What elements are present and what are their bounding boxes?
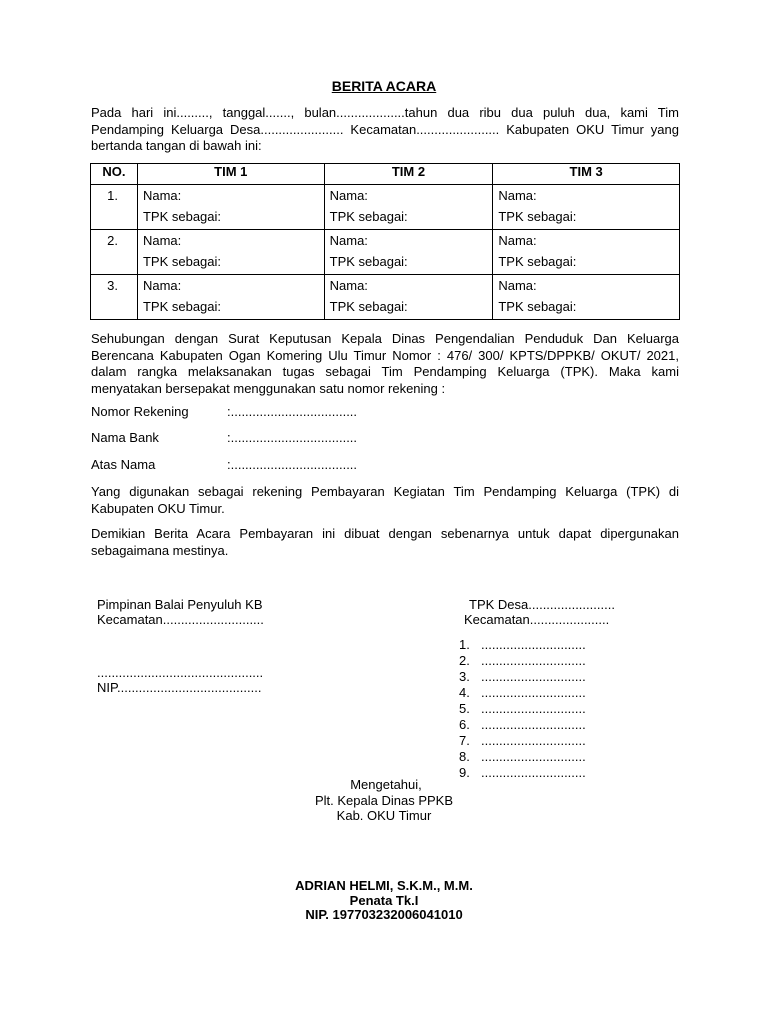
cell-tpk: TPK sebagai: [142, 208, 222, 224]
table-cell [324, 230, 493, 275]
table-row [91, 275, 680, 320]
right-sig-kecamatan: Kecamatan...................... [464, 612, 610, 627]
header-tim-2: TIM 2 [324, 164, 493, 185]
field-atas-nama [91, 457, 491, 473]
right-sig-tpk-desa: TPK Desa........................ [469, 597, 615, 612]
list-item: 7. ............................. [459, 733, 586, 748]
team-table [90, 163, 680, 320]
left-sig-name-line: .............................................. [97, 665, 264, 680]
decree-paragraph: Sehubungan dengan Surat Keputusan Kepala Dinas Pengendalian Penduduk Dan Keluarga Berencana Kabupaten Ogan Komering Ulu Timur Nomor : 476/ 300/ KPTS/DPPKB/ OKUT/ 2021, dalam rangka melaksanakan tugas sebagai Tim Pendamping Keluarga (TPK). Maka kami menyatakan bersepakat menggunakan satu nomor rekening : [91, 331, 679, 396]
table-cell [324, 275, 493, 320]
list-item: 4. ............................. [459, 685, 586, 700]
left-sig-kecamatan: Kecamatan............................ [97, 612, 264, 627]
ack-position: Plt. Kepala Dinas PPKB [314, 793, 454, 808]
official-nip: NIP. 197703232006041010 [305, 907, 463, 922]
list-item: 1. ............................. [459, 637, 586, 652]
field-value: :................................... [227, 430, 358, 445]
list-item: 9. ............................. [459, 765, 586, 780]
cell-nama: Nama: [329, 233, 368, 248]
left-sig-nip: NIP........................................ [97, 680, 262, 695]
cell-nama: Nama: [498, 188, 537, 203]
left-sig-title: Pimpinan Balai Penyuluh KB [97, 597, 263, 612]
list-item: 8. ............................. [459, 749, 586, 764]
list-item: 5. ............................. [459, 701, 586, 716]
cell-tpk: TPK sebagai: [329, 298, 408, 314]
ack-region: Kab. OKU Timur [336, 808, 432, 823]
header-tim-1: TIM 1 [137, 164, 324, 185]
cell-nama: Nama: [142, 278, 182, 293]
cell-tpk: TPK sebagai: [329, 208, 408, 224]
cell-nama: Nama: [329, 278, 368, 293]
table-cell [493, 230, 680, 275]
closing-paragraph: Demikian Berita Acara Pembayaran ini dibuat dengan sebenarnya untuk dapat dipergunakan sebagaimana mestinya. [91, 526, 679, 558]
cell-nama: Nama: [498, 278, 537, 293]
list-item: 6. ............................. [459, 717, 586, 732]
table-cell [137, 185, 324, 230]
field-value: :................................... [227, 404, 358, 419]
list-item: 3. ............................. [459, 669, 586, 684]
cell-nama: Nama: [142, 188, 182, 203]
field-nomor-rekening [91, 404, 491, 420]
cell-nama: Nama: [329, 188, 368, 203]
cell-tpk: TPK sebagai: [498, 253, 577, 269]
cell-tpk: TPK sebagai: [142, 298, 222, 314]
cell-tpk: TPK sebagai: [142, 253, 222, 269]
table-row [91, 230, 680, 275]
table-cell [493, 275, 680, 320]
field-label: Nomor Rekening [91, 404, 189, 419]
header-no: NO. [91, 164, 138, 185]
cell-tpk: TPK sebagai: [498, 208, 577, 224]
row-number: 1. [91, 185, 138, 230]
field-nama-bank [91, 430, 491, 446]
table-cell [137, 275, 324, 320]
table-row [91, 185, 680, 230]
ack-mengetahui: Mengetahui, [350, 777, 422, 792]
table-cell [137, 230, 324, 275]
table-cell [324, 185, 493, 230]
list-item: 2. ............................. [459, 653, 586, 668]
field-label: Nama Bank [91, 430, 159, 445]
table-header-row [91, 164, 680, 185]
header-tim-3: TIM 3 [493, 164, 680, 185]
field-label: Atas Nama [91, 457, 156, 472]
official-name: ADRIAN HELMI, S.K.M., M.M. [295, 878, 473, 893]
document-title: BERITA ACARA [331, 78, 437, 94]
cell-tpk: TPK sebagai: [329, 253, 408, 269]
row-number: 3. [91, 275, 138, 320]
cell-tpk: TPK sebagai: [498, 298, 577, 314]
row-number: 2. [91, 230, 138, 275]
cell-nama: Nama: [498, 233, 537, 248]
intro-paragraph: Pada hari ini........., tanggal......., bulan...................tahun dua ribu dua puluh dua, kami Tim Pendamping Keluarga Desa....................... Kecamatan....................... Kabupaten OKU Timur yang bertanda tangan di bawah ini: [91, 105, 679, 153]
table-cell [493, 185, 680, 230]
field-value: :................................... [227, 457, 358, 472]
official-rank: Penata Tk.I [349, 893, 419, 908]
cell-nama: Nama: [142, 233, 182, 248]
account-usage-paragraph: Yang digunakan sebagai rekening Pembayaran Kegiatan Tim Pendamping Keluarga (TPK) di Kabupaten OKU Timur. [91, 484, 679, 516]
